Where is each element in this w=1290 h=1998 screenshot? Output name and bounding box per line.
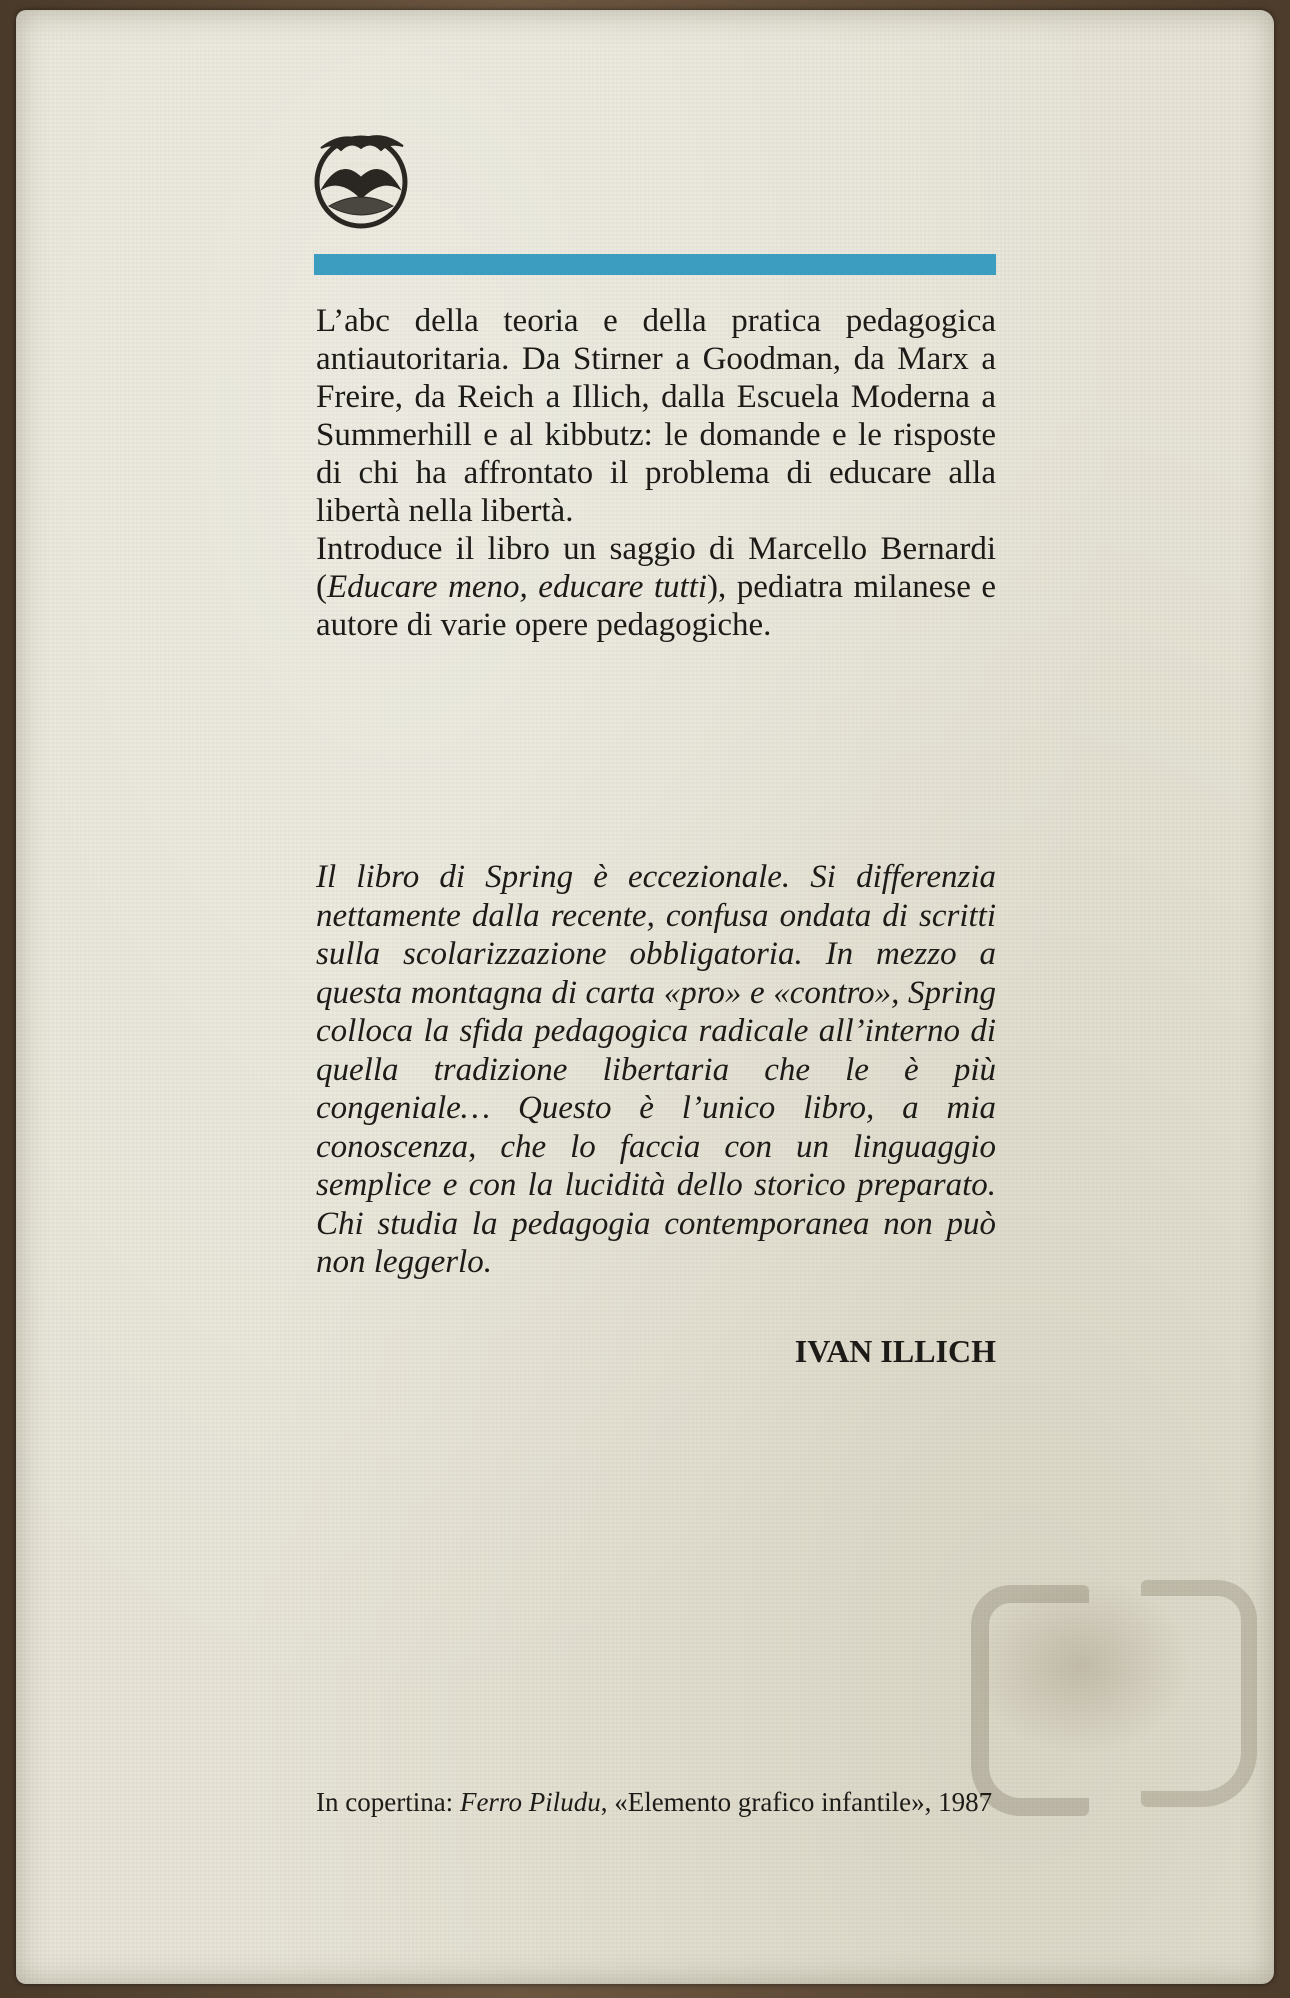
description-paragraph-1: L’abc della teoria e della pratica pedagogica antiautoritaria. Da Stirner a Goodman, da Marx a Freire, da Reich a Illich, dalla Escuela Moderna a Summerhill e al kibbutz: le domande e le risposte di chi ha affrontato il problema di educare alla libertà nella libertà. [316, 303, 996, 529]
cover-artist: Ferro Piludu [459, 1787, 601, 1817]
cover-credit-prefix: In copertina: [316, 1787, 460, 1817]
description-paragraph-2-start: Introduce il libro un saggio di Marcello Bernardi ( [316, 531, 996, 605]
introduction-essay-title: Educare meno, educare tutti [327, 569, 708, 605]
description-paragraph-2 [316, 530, 996, 644]
review-quote: Il libro di Spring è eccezionale. Si differenzia nettamente dalla recente, confusa ondata di scritti sulla scolarizzazione obbligatoria. In mezzo a questa montagna di carta «pro» e «contro», Spring colloca la sfida pedagogica radicale all’interno di quella tradizione libertaria che le è più congeniale… Questo è l’unico libro, a mia conoscenza, che lo faccia con un linguaggio semplice e con la lucidità dello storico preparato. Chi studia la pedagogia contemporanea non può non leggerlo. [316, 859, 996, 1280]
description-paragraph-2-end: ), pediatra milanese e autore di varie opere pedagogiche. [316, 569, 996, 643]
cover-credit-details: , «Elemento grafico infantile», 1987 [600, 1787, 993, 1817]
accent-rule [314, 254, 996, 275]
book-back-cover [16, 10, 1274, 1984]
cover-credit [316, 1786, 996, 1818]
cover-stain-left [971, 1585, 1089, 1816]
cover-stain-right [1141, 1580, 1257, 1807]
quote-author: IVAN ILLICH [794, 1333, 996, 1369]
book-description [316, 302, 996, 644]
publisher-logo-icon [311, 128, 411, 232]
